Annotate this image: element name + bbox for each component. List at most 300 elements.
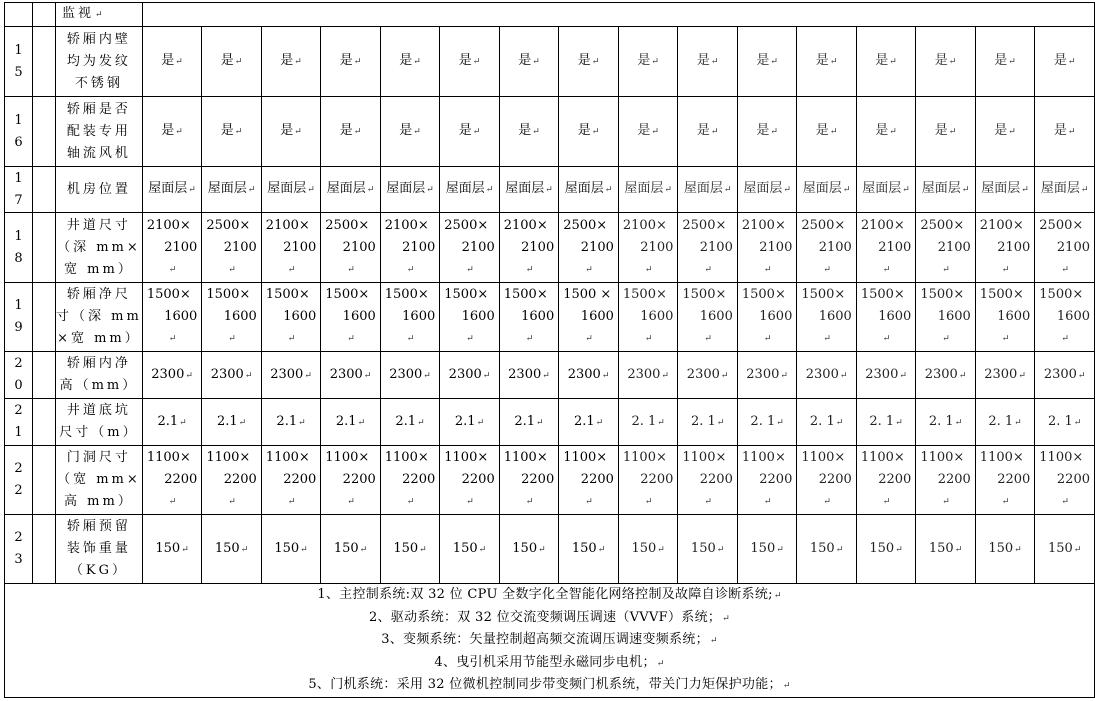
paragraph-mark: ↵ [525, 497, 534, 507]
value-line: 1100× [682, 450, 727, 465]
value-text: 150 [452, 540, 478, 556]
value-cell [916, 446, 975, 515]
paragraph-mark: ↵ [835, 544, 844, 555]
value-cell [142, 167, 201, 213]
row-number-digit: 1 [14, 170, 23, 186]
paragraph-mark: ↵ [902, 185, 910, 195]
value-cell [797, 352, 856, 399]
value-cell [261, 446, 320, 515]
value-text: 是 [934, 53, 948, 68]
value-text: 2. 1 [750, 413, 776, 429]
value-line: 1500× [1039, 287, 1084, 302]
value-text: 150 [809, 540, 835, 556]
paragraph-mark: ↵ [307, 185, 315, 195]
value-cell [737, 167, 796, 213]
value-text: 是 [458, 53, 472, 68]
paragraph-mark: ↵ [228, 497, 236, 507]
value-text: 2300 [805, 366, 839, 382]
row-label-line: 高（mm） [59, 378, 139, 393]
value-text: 150 [333, 540, 359, 556]
value-cell [499, 213, 558, 283]
value-text: 2. 1 [690, 413, 716, 429]
value-cell [440, 352, 499, 399]
spacer-cell [33, 97, 56, 167]
paragraph-mark: ↵ [835, 417, 844, 428]
value-line: 2200 [580, 472, 614, 487]
value-text: 2300 [210, 366, 244, 382]
value-line: 2500× [920, 217, 965, 233]
value-line: 2100 [402, 239, 436, 255]
value-cell [440, 283, 499, 352]
value-cell [618, 213, 677, 283]
value-cell [916, 399, 975, 446]
row-label-line: 门洞尺寸 [66, 450, 131, 465]
note-text: 4、曳引机采用节能型永磁同步电机； [434, 654, 656, 670]
value-line: 2100 [223, 239, 257, 255]
paragraph-mark: ↵ [763, 334, 772, 344]
value-cell [261, 399, 320, 446]
paragraph-mark: ↵ [485, 185, 494, 195]
row-label-line: 轿厢内壁 [66, 31, 131, 47]
value-cell [559, 97, 619, 167]
top-label-cell [56, 3, 143, 27]
value-text: 150 [571, 540, 597, 556]
paragraph-mark: ↵ [413, 127, 421, 137]
value-text: 屋面层 [981, 181, 1021, 196]
value-cell [202, 399, 261, 446]
value-cell [797, 446, 856, 515]
value-cell [499, 283, 558, 352]
spacer-cell [33, 213, 56, 283]
value-cell [856, 515, 915, 584]
paragraph-mark: ↵ [716, 544, 725, 555]
paragraph-mark: ↵ [545, 185, 553, 195]
value-cell [797, 97, 856, 167]
value-text: 是 [458, 123, 472, 138]
paragraph-mark: ↵ [542, 370, 550, 381]
paragraph-mark: ↵ [601, 370, 610, 381]
notes-row [5, 584, 1095, 698]
table-row [5, 27, 1095, 97]
paragraph-mark: ↵ [347, 264, 355, 275]
value-line: 2200 [1056, 472, 1090, 487]
value-line: 2200 [640, 472, 674, 487]
value-text: 150 [512, 540, 538, 556]
note-line [5, 674, 1094, 697]
value-cell [797, 27, 856, 97]
row-label-line: 尺寸（m） [59, 425, 139, 440]
value-cell [916, 167, 975, 213]
paragraph-mark: ↵ [958, 370, 967, 381]
value-cell [440, 97, 499, 167]
value-text: 是 [220, 123, 234, 138]
value-line: 1500× [444, 287, 489, 302]
value-text: 2.1 [454, 413, 476, 429]
row-number [5, 97, 33, 167]
value-text: 是 [1053, 53, 1067, 68]
value-text: 屋面层 [564, 181, 604, 196]
value-cell [856, 27, 915, 97]
note-line [5, 607, 1094, 630]
value-cell [1035, 167, 1095, 213]
value-cell [321, 399, 380, 446]
value-text: 屋面层 [207, 181, 247, 196]
value-text: 150 [393, 540, 419, 556]
paragraph-mark: ↵ [657, 417, 665, 428]
paragraph-mark: ↵ [525, 334, 534, 344]
paragraph-mark: ↵ [1061, 264, 1069, 275]
value-cell [380, 167, 439, 213]
paragraph-mark: ↵ [1061, 334, 1069, 344]
value-cell [975, 213, 1034, 283]
value-text: 是 [637, 123, 651, 138]
value-line: 2200 [997, 472, 1031, 487]
value-text: 是 [518, 123, 532, 138]
paragraph-mark: ↵ [776, 544, 784, 555]
paragraph-mark: ↵ [181, 544, 189, 555]
row-label-line: 高 mm） [64, 494, 134, 509]
value-cell [678, 283, 737, 352]
paragraph-mark: ↵ [942, 264, 950, 275]
note-line [5, 584, 1094, 607]
note-line [5, 652, 1094, 675]
value-cell [797, 167, 856, 213]
paragraph-mark: ↵ [895, 417, 903, 428]
value-cell [261, 167, 320, 213]
value-text: 是 [815, 53, 829, 68]
paragraph-mark: ↵ [763, 497, 772, 507]
row-number-digit: 1 [14, 112, 23, 128]
paragraph-mark: ↵ [234, 57, 243, 67]
paragraph-mark: ↵ [644, 334, 653, 344]
row-label [56, 167, 143, 213]
value-cell [975, 167, 1034, 213]
value-cell [202, 167, 261, 213]
value-line: 2200 [223, 472, 257, 487]
value-cell [737, 352, 796, 399]
value-line: 2200 [461, 472, 495, 487]
value-cell [1035, 352, 1095, 399]
paragraph-mark: ↵ [656, 658, 665, 669]
value-line: 2100 [461, 239, 495, 255]
value-text: 150 [750, 540, 776, 556]
value-text: 是 [934, 123, 948, 138]
value-text: 是 [339, 123, 353, 138]
value-cell [202, 97, 261, 167]
value-cell [678, 97, 737, 167]
row-label-line: 轿厢内净 [66, 356, 131, 371]
value-cell [202, 27, 261, 97]
paragraph-mark: ↵ [651, 57, 659, 67]
row-label-line: 机房位置 [66, 181, 131, 197]
paragraph-mark: ↵ [298, 417, 306, 428]
value-cell [380, 27, 439, 97]
value-line: 2100 [1056, 239, 1090, 255]
value-line: 1600 [521, 309, 555, 324]
table-row [5, 167, 1095, 213]
paragraph-mark: ↵ [704, 497, 712, 507]
value-cell [1035, 97, 1095, 167]
value-line: 1600 [818, 309, 852, 324]
value-text: 2300 [508, 366, 542, 382]
paragraph-mark: ↵ [942, 497, 950, 507]
value-text: 是 [161, 53, 175, 68]
value-text: 150 [988, 540, 1014, 556]
value-line: 2100× [622, 217, 667, 233]
paragraph-mark: ↵ [406, 334, 415, 344]
paragraph-mark: ↵ [585, 264, 593, 275]
value-cell [618, 167, 677, 213]
spacer-cell [33, 167, 56, 213]
paragraph-mark: ↵ [948, 57, 957, 67]
paragraph-mark: ↵ [359, 544, 368, 555]
paragraph-mark: ↵ [882, 334, 891, 344]
value-line: 1600 [699, 309, 733, 324]
value-text: 150 [155, 540, 181, 556]
value-cell [856, 97, 915, 167]
value-text: 2300 [627, 366, 661, 382]
value-text: 是 [696, 53, 710, 68]
value-text: 150 [928, 540, 954, 556]
paragraph-mark: ↵ [948, 127, 957, 137]
value-cell [261, 352, 320, 399]
value-line: 1100× [622, 450, 667, 465]
value-cell [975, 446, 1034, 515]
paragraph-mark: ↵ [591, 127, 600, 137]
paragraph-mark: ↵ [585, 497, 593, 507]
top-label: 监视 [62, 6, 95, 21]
value-text: 是 [815, 123, 829, 138]
value-cell [975, 97, 1034, 167]
value-text: 是 [875, 123, 889, 138]
value-text: 是 [994, 53, 1008, 68]
paragraph-mark: ↵ [829, 57, 838, 67]
value-line: 1500× [146, 287, 191, 302]
value-text: 2. 1 [631, 413, 657, 429]
value-line: 2100× [146, 217, 191, 233]
value-text: 2.1 [157, 413, 179, 429]
paragraph-mark: ↵ [363, 370, 372, 381]
value-line: 1600 [937, 309, 971, 324]
value-text: 是 [756, 53, 770, 68]
value-cell [380, 283, 439, 352]
value-line: 1100× [206, 450, 251, 465]
value-line: 1600 [342, 309, 376, 324]
value-cell [202, 283, 261, 352]
value-text: 是 [637, 53, 651, 68]
value-cell [321, 446, 380, 515]
paragraph-mark: ↵ [770, 127, 778, 137]
paragraph-mark: ↵ [716, 417, 725, 428]
paragraph-mark: ↵ [954, 544, 963, 555]
value-line: 1500× [325, 287, 370, 302]
value-cell [797, 283, 856, 352]
value-line: 2200 [759, 472, 793, 487]
spacer-cell [33, 446, 56, 515]
value-cell [440, 515, 499, 584]
value-line: 2500× [444, 217, 489, 233]
paragraph-mark: ↵ [1067, 57, 1076, 67]
value-text: 2300 [567, 366, 601, 382]
value-cell [142, 213, 201, 283]
row-label [56, 352, 143, 399]
paragraph-mark: ↵ [882, 264, 891, 275]
paragraph-mark: ↵ [783, 185, 791, 195]
note-text: 3、变频系统：矢量控制超高频交流调压调速变频系统； [381, 632, 709, 648]
value-line: 1500× [801, 287, 846, 302]
row-label-line: 井道底坑 [66, 403, 131, 418]
paragraph-mark: ↵ [240, 544, 249, 555]
paragraph-mark: ↵ [889, 127, 897, 137]
row-number [5, 399, 33, 446]
paragraph-mark: ↵ [244, 370, 253, 381]
paragraph-mark: ↵ [842, 185, 851, 195]
paragraph-mark: ↵ [782, 681, 791, 692]
row-label-line: 轿厢是否 [66, 101, 131, 117]
value-text: 是 [339, 53, 353, 68]
value-cell [559, 167, 619, 213]
paragraph-mark: ↵ [466, 264, 474, 275]
value-line: 1600 [283, 309, 317, 324]
value-line: 1600 [580, 309, 614, 324]
value-line: 1500× [741, 287, 786, 302]
paragraph-mark: ↵ [287, 497, 296, 507]
value-line: 2100 [521, 239, 555, 255]
value-line: 1500× [503, 287, 548, 302]
paragraph-mark: ↵ [1073, 417, 1082, 428]
paragraph-mark: ↵ [353, 57, 362, 67]
value-text: 屋面层 [921, 181, 961, 196]
table-row [5, 515, 1095, 584]
value-text: 是 [696, 123, 710, 138]
row-number-digit: 1 [14, 228, 23, 244]
value-text: 2. 1 [809, 413, 835, 429]
paragraph-mark: ↵ [234, 127, 243, 137]
paragraph-mark: ↵ [347, 334, 355, 344]
value-text: 是 [399, 53, 413, 68]
value-line: 2200 [521, 472, 555, 487]
row-number-digit: 2 [14, 461, 23, 476]
value-line: 2200 [342, 472, 376, 487]
value-line: 1100× [920, 450, 965, 465]
value-line: 1500× [920, 287, 965, 302]
paragraph-mark: ↵ [294, 57, 302, 67]
value-cell [321, 167, 380, 213]
value-text: 是 [399, 123, 413, 138]
value-line: 2100 [164, 239, 198, 255]
value-text: 是 [518, 53, 532, 68]
row-number-digit: 5 [14, 64, 23, 80]
paragraph-mark: ↵ [476, 417, 485, 428]
value-cell [559, 446, 619, 515]
paragraph-mark: ↵ [1073, 544, 1082, 555]
value-text: 2. 1 [869, 413, 895, 429]
value-cell [1035, 446, 1095, 515]
row-number [5, 352, 33, 399]
value-line: 1100× [146, 450, 191, 465]
value-cell [678, 213, 737, 283]
value-line: 2200 [818, 472, 852, 487]
value-text: 是 [161, 123, 175, 138]
paragraph-mark: ↵ [780, 370, 788, 381]
value-cell [737, 283, 796, 352]
paragraph-mark: ↵ [95, 10, 106, 20]
row-label [56, 399, 143, 446]
value-text: 是 [1053, 123, 1067, 138]
value-text: 屋面层 [326, 181, 366, 196]
value-text: 2300 [151, 366, 185, 382]
value-cell [797, 399, 856, 446]
value-text: 2.1 [335, 413, 357, 429]
value-text: 2300 [746, 366, 780, 382]
value-line: 2100× [979, 217, 1024, 233]
value-text: 是 [756, 123, 770, 138]
row-label-line: 均为发纹 [66, 53, 131, 69]
paragraph-mark: ↵ [651, 127, 659, 137]
value-line: 1600 [223, 309, 257, 324]
paragraph-mark: ↵ [287, 334, 296, 344]
paragraph-mark: ↵ [661, 370, 669, 381]
row-number-digit: 1 [14, 425, 23, 440]
paragraph-mark: ↵ [604, 185, 613, 195]
paragraph-mark: ↵ [536, 417, 544, 428]
value-cell [380, 97, 439, 167]
value-cell [559, 283, 619, 352]
paragraph-mark: ↵ [478, 544, 487, 555]
table-row-top [5, 3, 1095, 27]
note-line [5, 629, 1094, 652]
value-cell [261, 97, 320, 167]
value-text: 是 [577, 123, 591, 138]
row-number [5, 283, 33, 352]
row-label [56, 97, 143, 167]
value-cell [559, 515, 619, 584]
value-text: 150 [631, 540, 657, 556]
value-cell [618, 283, 677, 352]
value-text: 屋面层 [624, 181, 664, 196]
paragraph-mark: ↵ [1080, 185, 1089, 195]
paragraph-mark: ↵ [823, 497, 831, 507]
value-cell [321, 27, 380, 97]
value-cell [142, 27, 201, 97]
value-cell [975, 27, 1034, 97]
value-cell [975, 352, 1034, 399]
value-text: 是 [875, 53, 889, 68]
value-cell [678, 352, 737, 399]
value-cell [321, 97, 380, 167]
paragraph-mark: ↵ [839, 370, 848, 381]
table-row [5, 352, 1095, 399]
value-line: 2200 [937, 472, 971, 487]
value-text: 2300 [686, 366, 720, 382]
paragraph-mark: ↵ [228, 264, 236, 275]
paragraph-mark: ↵ [644, 264, 653, 275]
value-cell [856, 446, 915, 515]
paragraph-mark: ↵ [823, 334, 831, 344]
value-cell [737, 27, 796, 97]
row-label [56, 213, 143, 283]
value-text: 屋面层 [862, 181, 902, 196]
paragraph-mark: ↵ [723, 185, 732, 195]
value-line: 2200 [878, 472, 912, 487]
value-cell [797, 213, 856, 283]
value-cell [380, 515, 439, 584]
value-cell [916, 213, 975, 283]
value-line: 2100 [878, 239, 912, 255]
value-line: 1600 [1056, 309, 1090, 324]
value-line: 1600 [640, 309, 674, 324]
paragraph-mark: ↵ [889, 57, 897, 67]
